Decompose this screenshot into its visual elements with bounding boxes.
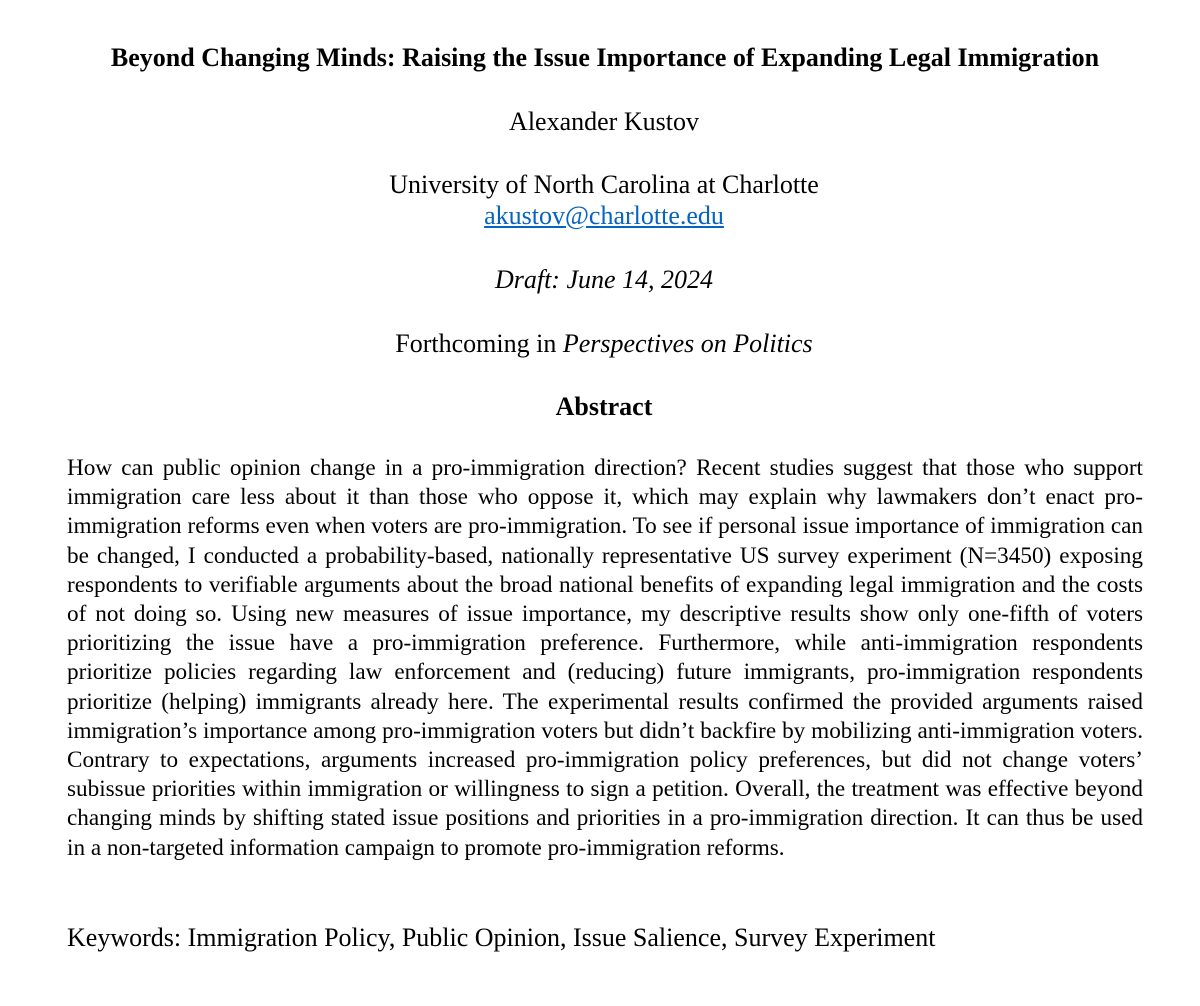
author-affiliation: University of North Carolina at Charlotte [389, 170, 819, 199]
paper-title: Beyond Changing Minds: Raising the Issue Importance of Expanding Legal Immigration [110, 43, 1100, 72]
abstract-heading: Abstract [555, 392, 653, 421]
keywords: Keywords: Immigration Policy, Public Opinion, Issue Salience, Survey Experiment [67, 923, 936, 952]
journal-name: Perspectives on Politics [562, 329, 813, 358]
author-name: Alexander Kustov [509, 107, 699, 136]
publication-note [0, 327, 1200, 361]
forthcoming-prefix: Forthcoming in [395, 329, 563, 358]
abstract-text: How can public opinion change in a pro-immigration direction? Recent studies suggest that those who support immigration care less about it than those who oppose it, which may explain why lawmakers don’t enact pro-immigration reforms even when voters are pro-immigration. To see if personal issue importance of immigration can be changed, I conducted a probability-based, nationally representative US survey experiment (N=3450) exposing respondents to verifiable arguments about the broad national benefits of expanding legal immigration and the costs of not doing so. Using new measures of issue importance, my descriptive results show only one-fifth of voters prioritizing the issue have a pro-immigration preference. Furthermore, while anti-immigration respondents prioritize policies regarding law enforcement and (reducing) future immigrants, pro-immigration respondents prioritize (helping) immigrants already here. The experimental results confirmed the provided arguments raised immigration’s importance among pro-immigration voters but didn’t backfire by mobilizing anti-immigration voters. Contrary to expectations, arguments increased pro-immigration policy preferences, but did not change voters’ subissue priorities within immigration or willingness to sign a petition. Overall, the treatment was effective beyond changing minds by shifting stated issue positions and priorities in a pro-immigration direction. It can thus be used in a non-targeted information campaign to promote pro-immigration reforms. [67, 455, 1143, 861]
author-email [0, 200, 1200, 232]
draft-date: Draft: June 14, 2024 [494, 265, 714, 294]
email-link[interactable]: akustov@charlotte.edu [484, 201, 724, 230]
